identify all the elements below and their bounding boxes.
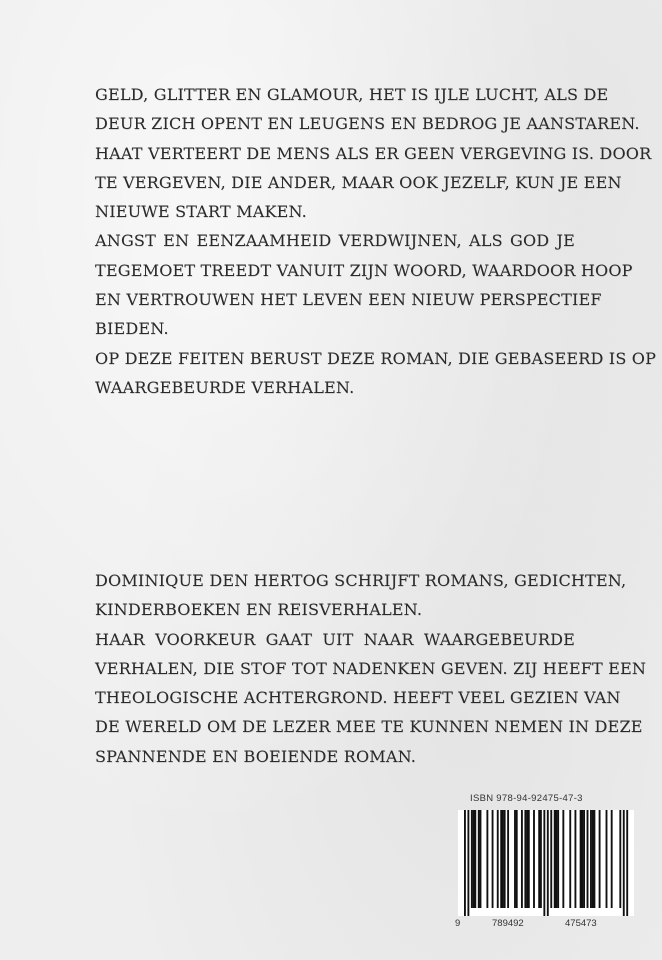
barcode-bar — [606, 810, 608, 908]
barcode-bar — [547, 810, 549, 916]
barcode-digits-right: 475473 — [565, 918, 597, 929]
author-paragraph — [95, 625, 647, 771]
barcode-digits-left: 789492 — [492, 918, 524, 929]
barcode-bar — [540, 810, 542, 908]
barcode-bar — [593, 810, 595, 908]
text-line: GELD, GLITTER EN GLAMOUR, HET IS IJLE LUCHT, ALS DE — [95, 85, 609, 104]
isbn-label: ISBN 978-94-92475-47-3 — [470, 793, 583, 804]
blurb-paragraph — [95, 226, 633, 343]
barcode-bar — [528, 810, 530, 908]
text-line: ANGST EN EENZAAMHEID VERDWIJNEN, ALS GOD JE — [95, 231, 575, 251]
text-line: THEOLOGISCHE ACHTERGROND. HEEFT VEEL GEZIEN VAN — [95, 688, 621, 708]
barcode-bar — [569, 810, 571, 908]
barcode-bar — [480, 810, 482, 908]
text-line: BIEDEN. — [95, 319, 169, 339]
barcode-bars — [458, 810, 634, 916]
isbn-barcode — [454, 793, 644, 938]
text-line: DEUR ZICH OPENT EN LEUGENS EN BEDROG JE AANSTAREN. — [95, 114, 640, 134]
blurb-paragraph — [95, 344, 657, 403]
barcode-bar — [599, 810, 601, 908]
barcode-bar — [521, 810, 523, 908]
blurb-paragraph — [95, 80, 640, 139]
barcode-bar — [626, 810, 628, 916]
barcode-bar — [464, 810, 466, 916]
barcode-bar — [592, 810, 594, 908]
barcode-bar — [526, 810, 528, 908]
barcode-bar — [478, 810, 480, 908]
barcode-bar — [623, 810, 625, 916]
barcode-bar — [474, 810, 476, 908]
text-line: DOMINIQUE DEN HERTOG SCHRIJFT ROMANS, GEDICHTEN, — [95, 571, 627, 590]
text-line: SPANNENDE EN BOEIENDE ROMAN. — [95, 746, 417, 766]
barcode-bar — [587, 810, 589, 908]
barcode-bar — [543, 810, 545, 916]
barcode-bar — [502, 810, 504, 908]
text-line: TEGEMOET TREEDT VANUIT ZIJN WOORD, WAARDOOR HOOP — [95, 260, 633, 280]
barcode-bar — [514, 810, 516, 908]
barcode-bar — [524, 810, 526, 908]
barcode-bar — [500, 810, 502, 908]
barcode-bar — [516, 810, 518, 908]
barcode-bar — [497, 810, 499, 908]
barcode-bar — [504, 810, 506, 908]
barcode-bar — [492, 810, 494, 908]
text-line: HAAT VERTEERT DE MENS ALS ER GEEN VERGEVING IS. DOOR — [95, 143, 652, 163]
text-line: EN VERTROUWEN HET LEVEN EEN NIEUW PERSPECTIEF — [95, 290, 602, 310]
barcode-digit-first: 9 — [455, 918, 461, 929]
barcode-bar — [507, 810, 509, 908]
barcode-bar — [580, 810, 582, 908]
text-line: HAAR VOORKEUR GAAT UIT NAAR WAARGEBEURDE — [95, 629, 575, 649]
blurb-paragraph — [95, 139, 652, 227]
barcode-bar — [562, 810, 564, 908]
blurb-text — [95, 80, 657, 402]
barcode-bar — [555, 810, 557, 908]
barcode-bar — [486, 810, 488, 908]
barcode-bar — [533, 810, 535, 908]
text-line: DE WERELD OM DE LEZER MEE TE KUNNEN NEMEN IN DEZE — [95, 717, 643, 737]
barcode-bar — [538, 810, 540, 908]
barcode-bar — [473, 810, 475, 908]
barcode-bar — [611, 810, 613, 908]
barcode-bar — [619, 810, 621, 908]
text-line: TE VERGEVEN, DIE ANDER, MAAR OOK JEZELF, KUN JE EEN — [95, 172, 622, 192]
text-line: NIEUWE START MAKEN. — [95, 202, 307, 222]
author-paragraph — [95, 566, 627, 625]
text-line: VERHALEN, DIE STOF TOT NADENKEN GEVEN. ZIJ HEEFT EEN — [95, 658, 647, 678]
text-line: KINDERBOEKEN EN REISVERHALEN. — [95, 600, 423, 620]
barcode-bar — [574, 810, 576, 908]
text-line: OP DEZE FEITEN BERUST DEZE ROMAN, DIE GEBASEERD IS OP — [95, 348, 657, 368]
barcode-bar — [467, 810, 469, 916]
barcode-bar — [554, 810, 556, 908]
barcode-bar — [550, 810, 552, 908]
barcode-bar — [581, 810, 583, 908]
author-bio — [95, 566, 647, 771]
text-line: WAARGEBEURDE VERHALEN. — [95, 377, 355, 397]
barcode-bar — [557, 810, 559, 908]
barcode-bar — [471, 810, 473, 908]
barcode-bar — [583, 810, 585, 908]
barcode-bar — [590, 810, 592, 908]
